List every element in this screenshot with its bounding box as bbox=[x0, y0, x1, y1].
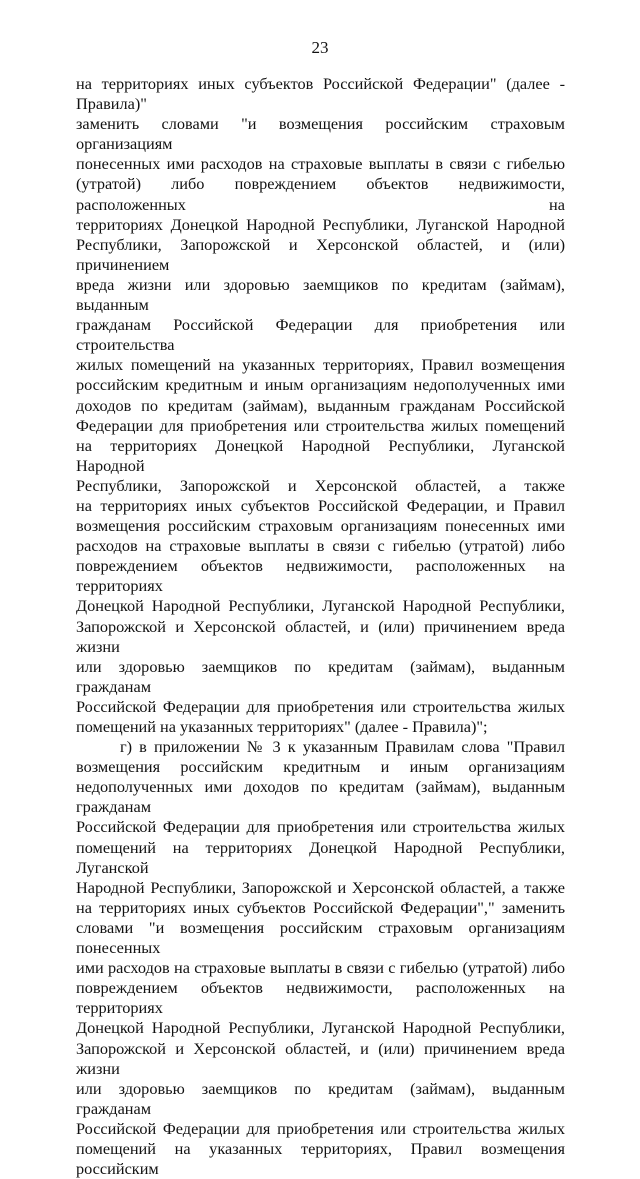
text-line: на территориях иных субъектов Российской Федерации" (далее - Правила)" bbox=[76, 74, 565, 114]
page-number: 23 bbox=[311, 38, 329, 57]
text-line: Донецкой Народной Республики, Луганской Народной Республики, bbox=[76, 1018, 565, 1038]
text-line: помещений на указанных территориях, Правил возмещения российским bbox=[76, 1138, 565, 1179]
text-line: словами "и возмещения российским страховым организациям понесенных bbox=[76, 917, 565, 958]
text-line: понесенных ими расходов на страховые выплаты в связи с гибелью bbox=[76, 154, 565, 174]
text-line-last: помещений на указанных территориях" (далее - Правила)"; bbox=[76, 717, 488, 736]
text-line: на территориях Донецкой Народной Республики, Луганской Народной bbox=[76, 435, 565, 475]
paragraph-amendment-continuation bbox=[76, 74, 565, 737]
text-line: возмещения российским кредитным и иным организациям bbox=[76, 757, 565, 777]
text-line: заменить словами "и возмещения российским страховым организациям bbox=[76, 114, 565, 154]
text-line: вреда жизни или здоровью заемщиков по кредитам (займам), выданным bbox=[76, 274, 565, 315]
text-line: недополученных ими доходов по кредитам (займам), выданным гражданам bbox=[76, 777, 565, 817]
text-line: Донецкой Народной Республики, Луганской Народной Республики, bbox=[76, 596, 565, 616]
text-line: Российской Федерации для приобретения или строительства жилых bbox=[76, 696, 565, 716]
text-line: на территориях иных субъектов Российской Федерации, и Правил bbox=[76, 495, 565, 515]
text-line: Запорожской и Херсонской областей, и (или) причинением вреда жизни bbox=[76, 616, 565, 656]
text-line: Российской Федерации для приобретения или строительства жилых bbox=[76, 1118, 565, 1138]
text-line: Федерации для приобретения или строительства жилых помещений bbox=[76, 415, 565, 435]
text-line: Республики, Запорожской и Херсонской областей, и (или) причинением bbox=[76, 234, 565, 274]
text-line: повреждением объектов недвижимости, расположенных на территориях bbox=[76, 978, 565, 1018]
text-line: повреждением объектов недвижимости, расположенных на территориях bbox=[76, 556, 565, 596]
text-line: жилых помещений на указанных территориях, Правил возмещения bbox=[76, 355, 565, 375]
text-line: ими расходов на страховые выплаты в связи с гибелью (утратой) либо bbox=[76, 958, 565, 978]
text-line: или здоровью заемщиков по кредитам (займам), выданным гражданам bbox=[76, 1078, 565, 1118]
text-line: Российской Федерации для приобретения или строительства жилых bbox=[76, 817, 565, 837]
text-line: помещений на территориях Донецкой Народной Республики, Луганской bbox=[76, 837, 565, 877]
document-body bbox=[76, 74, 565, 1179]
text-line: гражданам Российской Федерации для приобретения или строительства bbox=[76, 315, 565, 355]
text-line: (утратой) либо повреждением объектов недвижимости, расположенных на bbox=[76, 174, 565, 214]
text-line-first: г) в приложении № 3 к указанным Правилам слова "Правил bbox=[120, 737, 565, 757]
text-line: Запорожской и Херсонской областей, и (или) причинением вреда жизни bbox=[76, 1038, 565, 1078]
text-line: на территориях иных субъектов Российской Федерации"," заменить bbox=[76, 897, 565, 917]
paragraph-item-g bbox=[76, 737, 565, 1179]
text-line: или здоровью заемщиков по кредитам (займам), выданным гражданам bbox=[76, 656, 565, 696]
text-line: доходов по кредитам (займам), выданным гражданам Российской bbox=[76, 395, 565, 415]
text-line: возмещения российским страховым организациям понесенных ими bbox=[76, 516, 565, 536]
text-line: Народной Республики, Запорожской и Херсонской областей, а также bbox=[76, 877, 565, 897]
text-line: российским кредитным и иным организациям недополученных ими bbox=[76, 375, 565, 395]
text-line: расходов на страховые выплаты в связи с гибелью (утратой) либо bbox=[76, 536, 565, 556]
text-line: Республики, Запорожской и Херсонской областей, а также bbox=[76, 475, 565, 495]
text-line: территориях Донецкой Народной Республики, Луганской Народной bbox=[76, 214, 565, 234]
